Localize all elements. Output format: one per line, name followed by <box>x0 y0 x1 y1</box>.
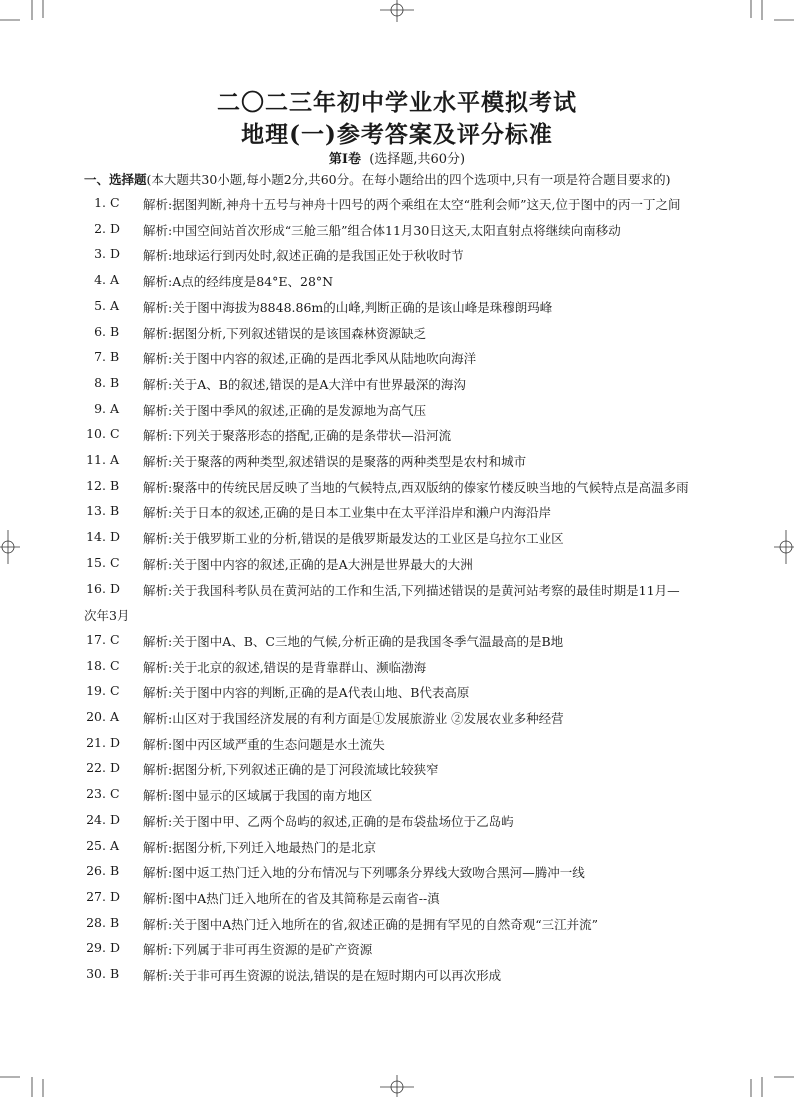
answer-letter: B <box>110 374 120 390</box>
answer-letter: C <box>110 195 120 210</box>
question-number: 24. <box>86 811 106 827</box>
question-number: 12. <box>86 477 106 493</box>
answer-letter: D <box>110 760 121 776</box>
section-lead: 一、选择题 <box>84 172 147 187</box>
answer-explanation: 解析:中国空间站首次形成“三舱三船”组合体11月30日这天,太阳直射点将继续向南移动 <box>143 222 621 238</box>
answer-row <box>0 426 794 448</box>
question-number: 10. <box>86 426 106 442</box>
answer-letter: B <box>110 863 120 879</box>
answer-letter: B <box>110 349 120 365</box>
answer-key-title: 地理(一)参考答案及评分标准 <box>241 121 553 148</box>
answer-row <box>0 272 794 294</box>
answer-row <box>0 683 794 705</box>
answer-row <box>0 863 794 885</box>
answer-letter: A <box>110 297 120 313</box>
answer-letter: A <box>110 837 120 853</box>
answer-row <box>0 760 794 782</box>
exam-title: 二〇二三年初中学业水平模拟考试 <box>217 89 577 116</box>
answer-row <box>0 838 794 860</box>
answer-explanation: 解析:关于非可再生资源的说法,错误的是在短时期内可以再次形成 <box>143 968 502 983</box>
answer-explanation: 解析:关于聚落的两种类型,叙述错误的是聚落的两种类型是农村和城市 <box>143 454 527 469</box>
question-number: 25. <box>86 837 106 853</box>
question-number: 27. <box>86 888 106 904</box>
answer-explanation: 解析:关于北京的叙述,错误的是背靠群山、濒临渤海 <box>143 659 427 675</box>
answer-explanation: 解析:关于日本的叙述,正确的是日本工业集中在太平洋沿岸和濑户内海沿岸 <box>143 505 552 521</box>
answer-letter: A <box>110 400 120 416</box>
question-number: 9. <box>94 400 106 416</box>
question-number: 7. <box>94 349 106 365</box>
answer-letter: A <box>110 709 120 724</box>
answer-letter: D <box>110 220 121 236</box>
section-heading <box>84 170 670 188</box>
answer-row <box>0 401 794 423</box>
answer-row <box>0 581 794 603</box>
answer-row <box>0 375 794 397</box>
question-number: 17. <box>86 631 106 647</box>
answer-explanation: 解析:据图分析,下列叙述错误的是该国森林资源缺乏 <box>143 325 427 341</box>
question-number: 5. <box>94 297 106 313</box>
answer-explanation: 解析:关于A、B的叙述,错误的是A大洋中有世界最深的海沟 <box>143 376 466 392</box>
question-number: 2. <box>94 220 106 236</box>
answer-row <box>0 452 794 474</box>
answer-row <box>0 915 794 937</box>
answer-explanation: 解析:据图分析,下列叙述正确的是丁河段流域比较狭窄 <box>143 762 439 778</box>
answer-letter: C <box>110 786 120 802</box>
question-number: 26. <box>86 863 106 879</box>
volume-heading <box>0 148 794 167</box>
answer-letter: D <box>110 529 121 545</box>
answer-row <box>0 324 794 346</box>
answer-explanation: 解析:山区对于我国经济发展的有利方面是①发展旅游业 ②发展农业多种经营 <box>143 711 564 726</box>
answer-row <box>0 529 794 551</box>
question-number: 29. <box>86 940 106 956</box>
answer-letter: C <box>110 683 120 699</box>
answer-row <box>0 195 794 217</box>
answer-row <box>0 658 794 680</box>
answer-explanation: 解析:图中A热门迁入地所在的省及其简称是云南省--滇 <box>143 890 440 906</box>
answer-row <box>0 786 794 808</box>
answer-explanation: 解析:下列属于非可再生资源的是矿产资源 <box>143 942 373 958</box>
answer-letter: A <box>110 452 120 467</box>
answer-letter: D <box>110 580 121 596</box>
answer-explanation: 解析:图中返工热门迁入地的分布情况与下列哪条分界线大致吻合黑河—腾冲一线 <box>143 865 585 881</box>
answer-explanation: 解析:A点的经纬度是84°E、28°N <box>143 274 334 290</box>
answer-letter: D <box>110 734 121 750</box>
answer-letter: B <box>110 503 120 519</box>
question-number: 18. <box>86 657 106 673</box>
question-number: 14. <box>86 529 106 545</box>
answer-letter: C <box>110 554 120 570</box>
answer-letter: B <box>110 477 120 493</box>
answer-letter: D <box>110 246 121 262</box>
answer-row <box>0 735 794 757</box>
answer-explanation: 解析:关于图中海拔为8848.86m的山峰,判断正确的是该山峰是珠穆朗玛峰 <box>143 299 553 315</box>
question-number: 19. <box>86 683 106 699</box>
answer-row <box>0 478 794 500</box>
answer-explanation: 解析:据图分析,下列迁入地最热门的是北京 <box>143 839 377 855</box>
answer-row <box>0 812 794 834</box>
question-number: 28. <box>86 914 106 930</box>
question-number: 30. <box>86 966 106 981</box>
answer-letter: A <box>110 272 120 288</box>
question-number: 20. <box>86 709 106 724</box>
question-number: 22. <box>86 760 106 776</box>
answer-row <box>0 555 794 577</box>
answer-explanation: 解析:关于我国科考队员在黄河站的工作和生活,下列描述错误的是黄河站考察的最佳时期是11月— <box>143 582 680 598</box>
question-number: 13. <box>86 503 106 519</box>
answer-row <box>0 349 794 371</box>
answer-explanation: 解析:关于图中内容的叙述,正确的是A大洲是世界最大的大洲 <box>143 556 473 572</box>
answer-letter: D <box>110 940 121 956</box>
answer-letter: B <box>110 966 120 981</box>
answer-explanation: 解析:下列关于聚落形态的搭配,正确的是条带状—沿河流 <box>143 428 452 444</box>
answer-explanation: 解析:关于图中甲、乙两个岛屿的叙述,正确的是布袋盐场位于乙岛屿 <box>143 813 514 829</box>
answer-row <box>0 298 794 320</box>
answer-row <box>0 709 794 731</box>
question-number: 6. <box>94 323 106 339</box>
answer-letter: D <box>110 811 121 827</box>
section-note: (本大题共30小题,每小题2分,共60分。在每小题给出的四个选项中,只有一项是符合题目要求的) <box>146 172 671 187</box>
answer-row <box>0 940 794 962</box>
question-number: 1. <box>94 195 106 210</box>
answer-explanation: 解析:关于图中内容的叙述,正确的是西北季风从陆地吹向海洋 <box>143 351 477 367</box>
answer-explanation: 解析:地球运行到丙处时,叙述正确的是我国正处于秋收时节 <box>143 248 464 264</box>
answer-row <box>0 246 794 268</box>
answer-row <box>0 503 794 525</box>
question-number: 15. <box>86 554 106 570</box>
answer-explanation: 解析:关于俄罗斯工业的分析,错误的是俄罗斯最发达的工业区是乌拉尔工业区 <box>143 531 564 547</box>
answer-explanation: 解析:关于图中A热门迁入地所在的省,叙述正确的是拥有罕见的自然奇观“三江并流” <box>143 916 598 932</box>
answer-letter: B <box>110 914 120 930</box>
answer-row <box>0 889 794 911</box>
question-number: 21. <box>86 734 106 750</box>
answer-letter: D <box>110 888 121 904</box>
question-number: 4. <box>94 272 106 288</box>
question-number: 8. <box>94 374 106 390</box>
question-number: 3. <box>94 246 106 262</box>
answer-explanation: 解析:关于图中内容的判断,正确的是A代表山地、B代表高原 <box>143 685 470 701</box>
question-number: 16. <box>86 580 106 596</box>
answer-explanation: 解析:关于图中季风的叙述,正确的是发源地为高气压 <box>143 402 427 418</box>
answer-row <box>0 221 794 243</box>
volume-note: (选择题,共60分) <box>369 152 466 167</box>
answer-letter: B <box>110 323 120 339</box>
answer-letter: C <box>110 631 120 647</box>
answer-explanation: 解析:聚落中的传统民居反映了当地的气候特点,西双版纳的傣家竹楼反映当地的气候特点是高温多雨 <box>143 479 689 495</box>
answer-letter: C <box>110 426 120 442</box>
answer-row <box>0 632 794 654</box>
volume-label: 第Ⅰ卷 <box>328 152 361 167</box>
question-number: 11. <box>86 452 106 467</box>
question-number: 23. <box>86 786 106 802</box>
answer-explanation: 解析:关于图中A、B、C三地的气候,分析正确的是我国冬季气温最高的是B地 <box>143 633 564 649</box>
answer-explanation: 解析:据图判断,神舟十五号与神舟十四号的两个乘组在太空“胜利会师”这天,位于图中的丙一丁之间 <box>143 197 681 212</box>
answer-explanation: 解析:图中显示的区域属于我国的南方地区 <box>143 788 373 804</box>
answer-letter: C <box>110 657 120 673</box>
answer-row <box>0 966 794 988</box>
answer-explanation-continued: 次年3月 <box>84 608 130 624</box>
answer-explanation: 解析:图中丙区域严重的生态问题是水土流失 <box>143 736 385 752</box>
